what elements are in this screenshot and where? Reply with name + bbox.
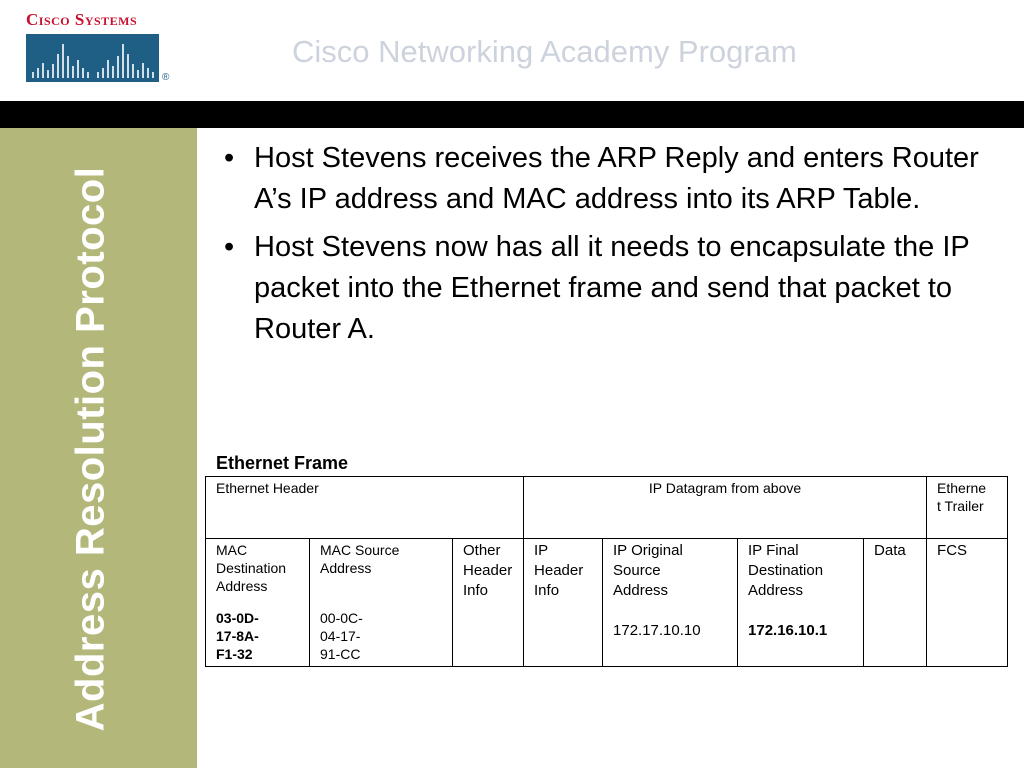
ethernet-header-label: Ethernet Header	[216, 480, 319, 496]
ip-header-info-cell	[524, 539, 603, 667]
ip-header-info-label: IP Header Info	[534, 542, 584, 599]
fcs-cell	[927, 539, 1008, 667]
ip-source-label: IP Original Source Address	[613, 542, 683, 599]
cisco-logo-text: Cisco Systems	[26, 10, 138, 29]
mac-destination-value: 03-0D-17-8A-F1-32	[216, 610, 259, 662]
data-label: Data	[874, 542, 906, 559]
mac-source-label: MAC Source Address	[320, 542, 400, 576]
ip-destination-cell	[738, 539, 864, 667]
ethernet-trailer-cell	[927, 477, 1008, 539]
header-title: Cisco Networking Academy Program	[292, 34, 797, 69]
data-cell	[864, 539, 927, 667]
cisco-logo	[26, 10, 176, 86]
mac-destination-cell	[206, 539, 310, 667]
ip-datagram-label: IP Datagram from above	[648, 480, 802, 496]
mac-destination-label: MAC Destination Address	[216, 542, 287, 594]
ethernet-frame-label: Ethernet Frame	[216, 453, 349, 473]
ip-datagram-cell	[524, 477, 927, 539]
fcs-label: FCS	[937, 542, 968, 559]
bullet-item: • Host Stevens now has all it needs to encapsulate the IP packet into the Ethernet frame and send that packet to Router A.	[212, 227, 1012, 350]
ip-destination-value: 172.16.10.1	[748, 622, 828, 639]
registered-mark: ®	[162, 72, 170, 83]
logo-bars-graphic	[26, 34, 159, 82]
header-divider-bar	[0, 101, 1024, 128]
mac-source-cell	[310, 539, 453, 667]
other-header-info-cell	[453, 539, 524, 667]
ip-destination-label: IP Final Destination Address	[748, 542, 824, 599]
bullet-list	[212, 138, 1012, 357]
sidebar-title: Address Resolution Protocol	[68, 166, 113, 732]
ethernet-frame-table	[205, 476, 1008, 667]
ip-source-value: 172.17.10.10	[613, 622, 701, 639]
cisco-bridge-icon	[26, 34, 159, 82]
ip-source-cell	[603, 539, 738, 667]
bullet-item: • Host Stevens receives the ARP Reply and enters Router A’s IP address and MAC address into its ARP Table.	[212, 138, 1012, 220]
ethernet-trailer-label: Ethernet Trailer	[937, 480, 987, 514]
other-header-info-label: Other Header Info	[463, 542, 513, 599]
ethernet-header-cell	[206, 477, 524, 539]
mac-source-value: 00-0C-04-17-91-CC	[320, 610, 363, 662]
